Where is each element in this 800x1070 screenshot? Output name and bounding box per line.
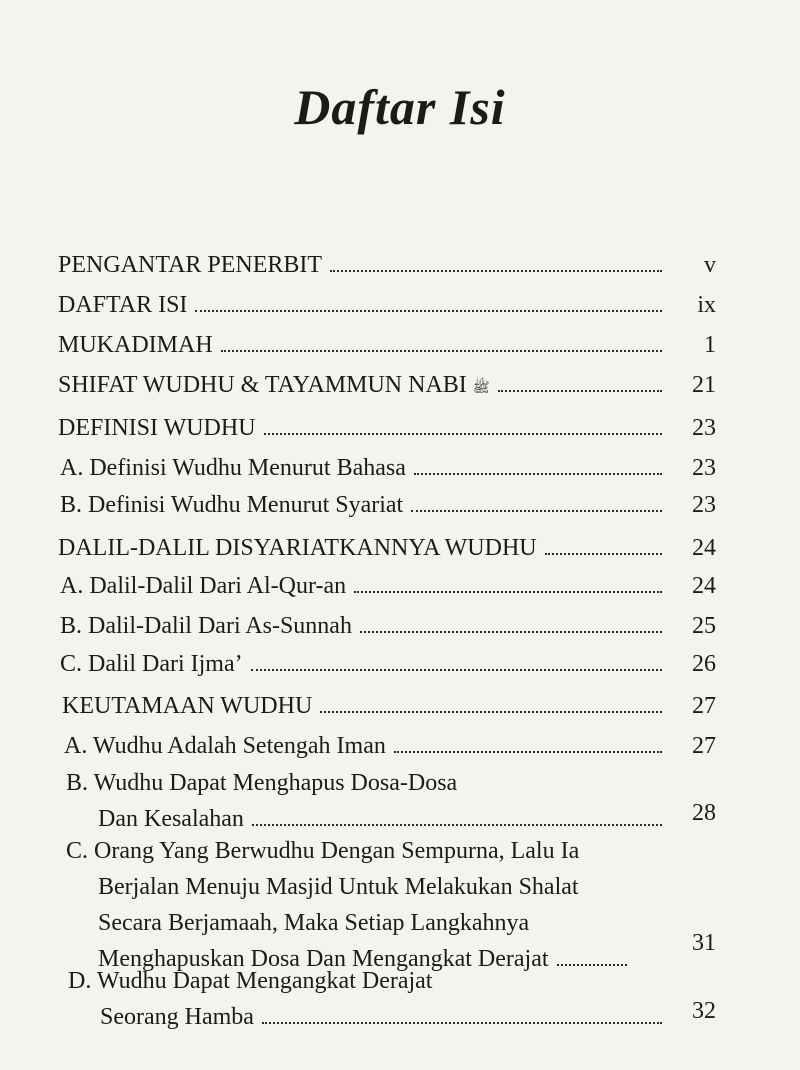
dot-leader <box>251 669 662 671</box>
toc-entry-label: C. Orang Yang Berwudhu Dengan Sempurna, Lalu Ia <box>66 838 580 864</box>
toc-page-number: 23 <box>692 455 716 481</box>
toc-entry[interactable] <box>58 410 670 446</box>
toc-entry[interactable] <box>66 765 670 837</box>
toc-entry-label: KEUTAMAAN WUDHU <box>62 693 313 719</box>
toc-page-number: 24 <box>692 573 716 599</box>
page-title: Daftar Isi <box>294 79 506 135</box>
dot-leader <box>252 824 662 826</box>
toc-page-number: 24 <box>692 535 716 561</box>
toc-page-number: 27 <box>692 733 716 759</box>
toc-entry-label: B. Dalil-Dalil Dari As-Sunnah <box>60 613 352 639</box>
toc-entry[interactable] <box>68 963 670 1035</box>
toc-entry-label: A. Definisi Wudhu Menurut Bahasa <box>60 455 406 481</box>
toc-entry[interactable] <box>60 487 670 523</box>
dot-leader <box>394 751 662 753</box>
toc-page-number: ix <box>697 292 716 318</box>
toc-page-number: 1 <box>704 332 716 358</box>
toc-page-number: v <box>704 252 716 278</box>
toc-entry-label: B. Wudhu Dapat Menghapus Dosa-Dosa <box>66 770 458 796</box>
dot-leader <box>545 553 662 555</box>
salawat-honorific: ﷺ <box>472 380 490 396</box>
toc-page-number: 26 <box>692 651 716 677</box>
toc-entry[interactable] <box>58 287 670 323</box>
toc-entry[interactable] <box>62 688 670 724</box>
toc-entry-label: B. Definisi Wudhu Menurut Syariat <box>60 492 404 518</box>
toc-entry-label: C. Dalil Dari Ijma’ <box>60 651 243 677</box>
toc-entry-label-continued: Secara Berjamaah, Maka Setiap Langkahnya <box>98 910 530 936</box>
dot-leader <box>262 1022 662 1024</box>
toc-entry-label: PENGANTAR PENERBIT <box>58 252 323 278</box>
toc-entry-label-continued: Seorang Hamba <box>100 1004 254 1030</box>
dot-leader <box>195 310 662 312</box>
toc-entry[interactable] <box>60 646 670 682</box>
toc-entry-label: DEFINISI WUDHU <box>58 415 256 441</box>
toc-entry-label-continued: Menghapuskan Dosa Dan Mengangkat Derajat <box>98 946 549 972</box>
toc-entry[interactable] <box>66 833 670 977</box>
toc-page-number: 32 <box>692 998 716 1024</box>
toc-entry[interactable] <box>60 450 670 486</box>
toc-page-number: 25 <box>692 613 716 639</box>
toc-page-number: 23 <box>692 492 716 518</box>
toc-page-number: 28 <box>692 800 716 826</box>
toc-page-number: 21 <box>692 372 716 398</box>
toc-entry-label: D. Wudhu Dapat Mengangkat Derajat <box>68 968 433 994</box>
toc-entry[interactable] <box>58 367 670 406</box>
dot-leader <box>411 510 662 512</box>
toc-entry[interactable] <box>60 568 670 604</box>
toc-entry[interactable] <box>58 327 670 363</box>
toc-entry[interactable] <box>60 608 670 644</box>
dot-leader <box>354 591 662 593</box>
toc-entry[interactable] <box>58 530 670 566</box>
dot-leader <box>320 711 662 713</box>
dot-leader <box>264 433 662 435</box>
toc-entry[interactable] <box>64 728 670 764</box>
toc-entry-label-continued: Dan Kesalahan <box>98 806 244 832</box>
toc-entry-label: DAFTAR ISI <box>58 292 188 318</box>
toc-entry-label: A. Wudhu Adalah Setengah Iman <box>64 733 386 759</box>
toc-entry[interactable] <box>58 247 670 283</box>
toc-entry-label: DALIL-DALIL DISYARIATKANNYA WUDHU <box>58 535 537 561</box>
dot-leader <box>498 390 662 392</box>
dot-leader <box>414 473 662 475</box>
toc-entry-label: SHIFAT WUDHU & TAYAMMUN NABI <box>58 372 467 398</box>
dot-leader <box>330 270 662 272</box>
dot-leader <box>221 350 662 352</box>
toc-page-number: 23 <box>692 415 716 441</box>
dot-leader <box>360 631 662 633</box>
toc-page-number: 31 <box>692 930 716 956</box>
toc-page-number: 27 <box>692 693 716 719</box>
toc-entry-label: MUKADIMAH <box>58 332 213 358</box>
toc-entry-label: A. Dalil-Dalil Dari Al-Qur-an <box>60 573 347 599</box>
toc-entry-label-continued: Berjalan Menuju Masjid Untuk Melakukan Shalat <box>98 874 579 900</box>
